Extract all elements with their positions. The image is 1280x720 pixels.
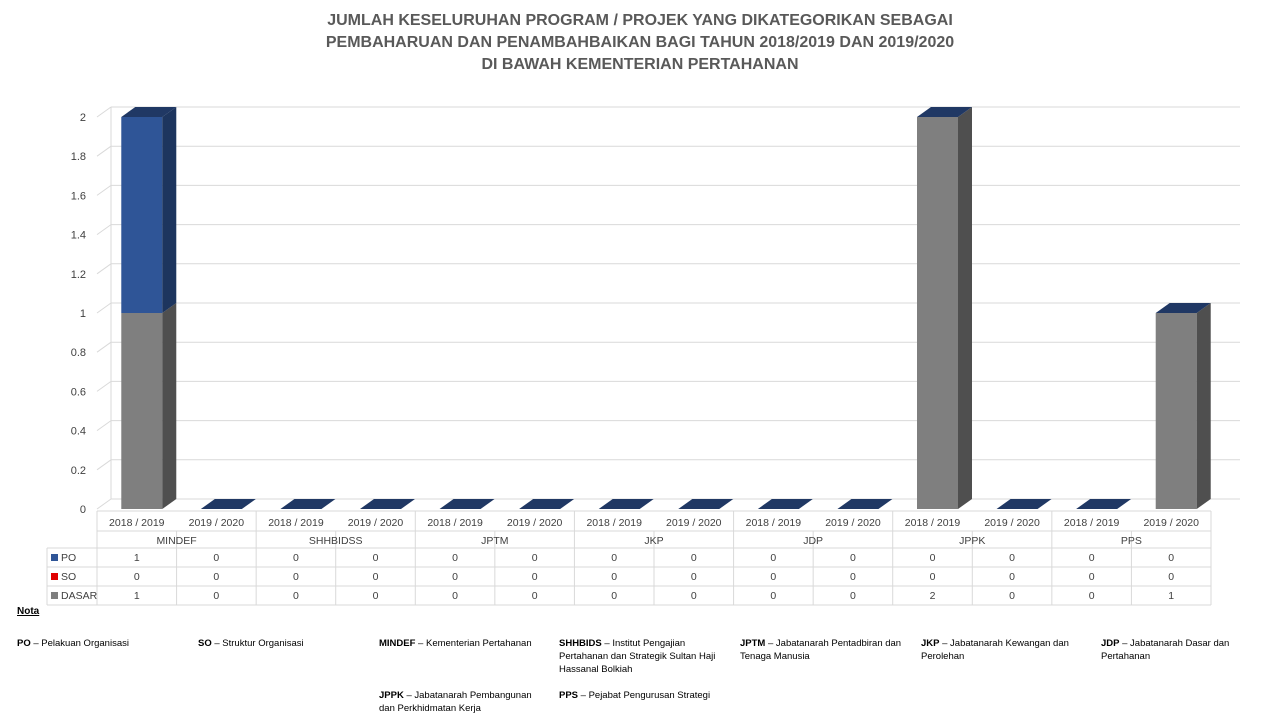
table-value: 0 (531, 590, 538, 602)
table-value: 0 (531, 571, 538, 583)
bar-po-front (121, 117, 162, 313)
table-value: 0 (1009, 571, 1015, 583)
bar-po-side (162, 107, 176, 313)
table-value: 0 (1009, 590, 1015, 602)
x-period-label: 2019 / 2020 (825, 517, 881, 529)
note-so (198, 637, 368, 650)
note-pps (559, 689, 739, 702)
table-value: 0 (611, 590, 618, 602)
x-period-label: 2018 / 2019 (109, 517, 165, 529)
note-text: – Struktur Organisasi (211, 638, 304, 649)
y-tick-label: 0.4 (70, 425, 86, 438)
x-period-label: 2018 / 2019 (745, 517, 802, 529)
bar-top-cap (519, 499, 574, 509)
note-text: – Jabatanarah Kewangan dan Perolehan (921, 638, 1069, 662)
x-group-label: JDP (803, 535, 824, 547)
y-tick-label: 1.4 (70, 229, 86, 242)
x-period-label: 2019 / 2020 (506, 517, 563, 529)
note-abbr: PPS (559, 690, 579, 701)
note-abbr: SHHBIDS (559, 638, 602, 649)
legend-label-so: SO (61, 571, 77, 583)
note-po (17, 637, 187, 650)
bar-top-cap (997, 499, 1052, 509)
table-value: 0 (690, 590, 697, 602)
table-value: 0 (293, 571, 299, 583)
table-value: 1 (1168, 590, 1175, 602)
table-value: 0 (452, 571, 458, 583)
table-value: 0 (452, 552, 458, 564)
note-text: – Pelakuan Organisasi (30, 638, 129, 649)
note-text: – Jabatanarah Pembangunan dan Perkhidmatan Kerja (379, 690, 532, 714)
table-value: 0 (213, 552, 220, 564)
gridline-depth (97, 225, 111, 235)
table-value: 0 (929, 552, 936, 564)
table-value: 0 (690, 552, 697, 564)
table-value: 0 (1088, 552, 1095, 564)
bar-dasar-side (1197, 303, 1211, 509)
table-value: 1 (133, 552, 140, 564)
table-value: 0 (770, 590, 777, 602)
gridline-depth (97, 381, 111, 391)
x-period-label: 2019 / 2020 (984, 517, 1040, 529)
note-jppk (379, 689, 549, 715)
note-abbr: PO (17, 638, 31, 649)
bar-top-cap (280, 499, 335, 509)
chart-title-line-3: DI BAWAH KEMENTERIAN PERTAHANAN (481, 56, 799, 73)
x-group-label: JPTM (481, 535, 509, 547)
chart-title-line-1: JUMLAH KESELURUHAN PROGRAM / PROJEK YANG DIKATEGORIKAN SEBAGAI (327, 12, 953, 29)
table-value: 2 (929, 590, 936, 602)
table-value: 0 (133, 571, 140, 583)
table-value: 0 (1088, 590, 1095, 602)
note-abbr: SO (198, 638, 212, 649)
note-text: – Institut Pengajian Pertahanan dan Strategik Sultan Haji Hassanal Bolkiah (559, 638, 716, 675)
table-value: 0 (850, 590, 856, 602)
table-value: 1 (133, 590, 140, 602)
gridline-depth (97, 342, 111, 352)
note-abbr: JDP (1101, 638, 1120, 649)
y-tick-label: 0.2 (70, 464, 86, 477)
bar-top-cap (360, 499, 415, 509)
gridline-depth (97, 421, 111, 431)
note-jkp (921, 637, 1091, 663)
note-mindef (379, 637, 544, 650)
legend-key-dasar (51, 592, 58, 599)
y-tick-label: 1.6 (70, 190, 86, 203)
note-abbr: JPPK (379, 690, 404, 701)
table-value: 0 (213, 590, 220, 602)
table-value: 0 (611, 552, 618, 564)
y-tick-label: 1 (79, 308, 86, 320)
x-group-label: JKP (644, 535, 664, 547)
y-tick-label: 0 (79, 504, 86, 516)
bar-top-cap (837, 499, 892, 509)
table-value: 0 (372, 571, 379, 583)
x-group-label: JPPK (959, 535, 986, 547)
bar-dasar-side (162, 303, 176, 509)
table-value: 0 (372, 552, 379, 564)
bar-top-cap (599, 499, 654, 509)
table-value: 0 (850, 552, 856, 564)
gridline-depth (97, 264, 111, 274)
gridline-depth (97, 185, 111, 195)
note-jdp (1101, 637, 1251, 663)
x-period-label: 2018 / 2019 (268, 517, 324, 529)
table-value: 0 (770, 552, 777, 564)
bar-dasar-front (917, 117, 958, 509)
note-text: – Pejabat Pengurusan Strategi (578, 690, 711, 701)
gridline-depth (97, 460, 111, 470)
bar-dasar-front (1156, 313, 1197, 509)
note-abbr: JPTM (740, 638, 766, 649)
x-period-label: 2018 / 2019 (1063, 517, 1120, 529)
table-value: 0 (531, 552, 538, 564)
legend-key-so (51, 573, 58, 580)
table-value: 0 (770, 571, 777, 583)
legend-label-dasar: DASAR (61, 590, 98, 602)
table-value: 0 (690, 571, 697, 583)
x-period-label: 2018 / 2019 (586, 517, 642, 529)
table-value: 0 (850, 571, 856, 583)
bar-top-cap (758, 499, 813, 509)
table-value: 0 (611, 571, 618, 583)
bar-top-cap (440, 499, 495, 509)
note-abbr: MINDEF (379, 638, 416, 649)
y-tick-label: 1.2 (70, 268, 86, 281)
legend-label-po: PO (61, 552, 77, 564)
notes-heading: Nota (17, 606, 40, 617)
table-value: 0 (1168, 571, 1175, 583)
x-group-label: SHHBIDSS (308, 535, 363, 547)
gridline-depth (97, 107, 111, 117)
y-tick-label: 0.6 (70, 386, 86, 399)
y-tick-label: 2 (79, 112, 86, 124)
table-value: 0 (293, 552, 299, 564)
gridline-depth (97, 499, 111, 509)
table-value: 0 (929, 571, 936, 583)
x-period-label: 2019 / 2020 (188, 517, 245, 529)
y-tick-label: 0.8 (70, 347, 86, 360)
table-value: 0 (372, 590, 379, 602)
table-value: 0 (1088, 571, 1095, 583)
bar-top-cap (201, 499, 256, 509)
y-tick-label: 1.8 (70, 151, 86, 164)
table-value: 0 (1009, 552, 1015, 564)
gridline-depth (97, 146, 111, 156)
bar-dasar-side (958, 107, 972, 509)
table-value: 0 (293, 590, 299, 602)
note-shhbids (559, 637, 729, 676)
table-value: 0 (452, 590, 458, 602)
bar-top-cap (678, 499, 733, 509)
bar-top-cap (1076, 499, 1131, 509)
legend-key-po (51, 554, 58, 561)
x-group-label: MINDEF (156, 535, 197, 547)
note-text: – Kementerian Pertahanan (415, 638, 532, 649)
x-period-label: 2019 / 2020 (666, 517, 722, 529)
gridline-depth (97, 303, 111, 313)
note-text: – Jabatanarah Pentadbiran dan Tenaga Manusia (740, 638, 902, 662)
x-period-label: 2019 / 2020 (347, 517, 404, 529)
x-period-label: 2018 / 2019 (427, 517, 483, 529)
note-jptm (740, 637, 910, 663)
x-group-label: PPS (1120, 535, 1142, 547)
table-value: 0 (1168, 552, 1175, 564)
note-abbr: JKP (921, 638, 940, 649)
bar-dasar-front (121, 313, 162, 509)
note-text: – Jabatanarah Dasar dan Pertahanan (1101, 638, 1230, 662)
table-value: 0 (213, 571, 220, 583)
x-period-label: 2019 / 2020 (1143, 517, 1199, 529)
chart-title-line-2: PEMBAHARUAN DAN PENAMBAHBAIKAN BAGI TAHUN 2018/2019 DAN 2019/2020 (325, 34, 955, 51)
x-period-label: 2018 / 2019 (904, 517, 961, 529)
